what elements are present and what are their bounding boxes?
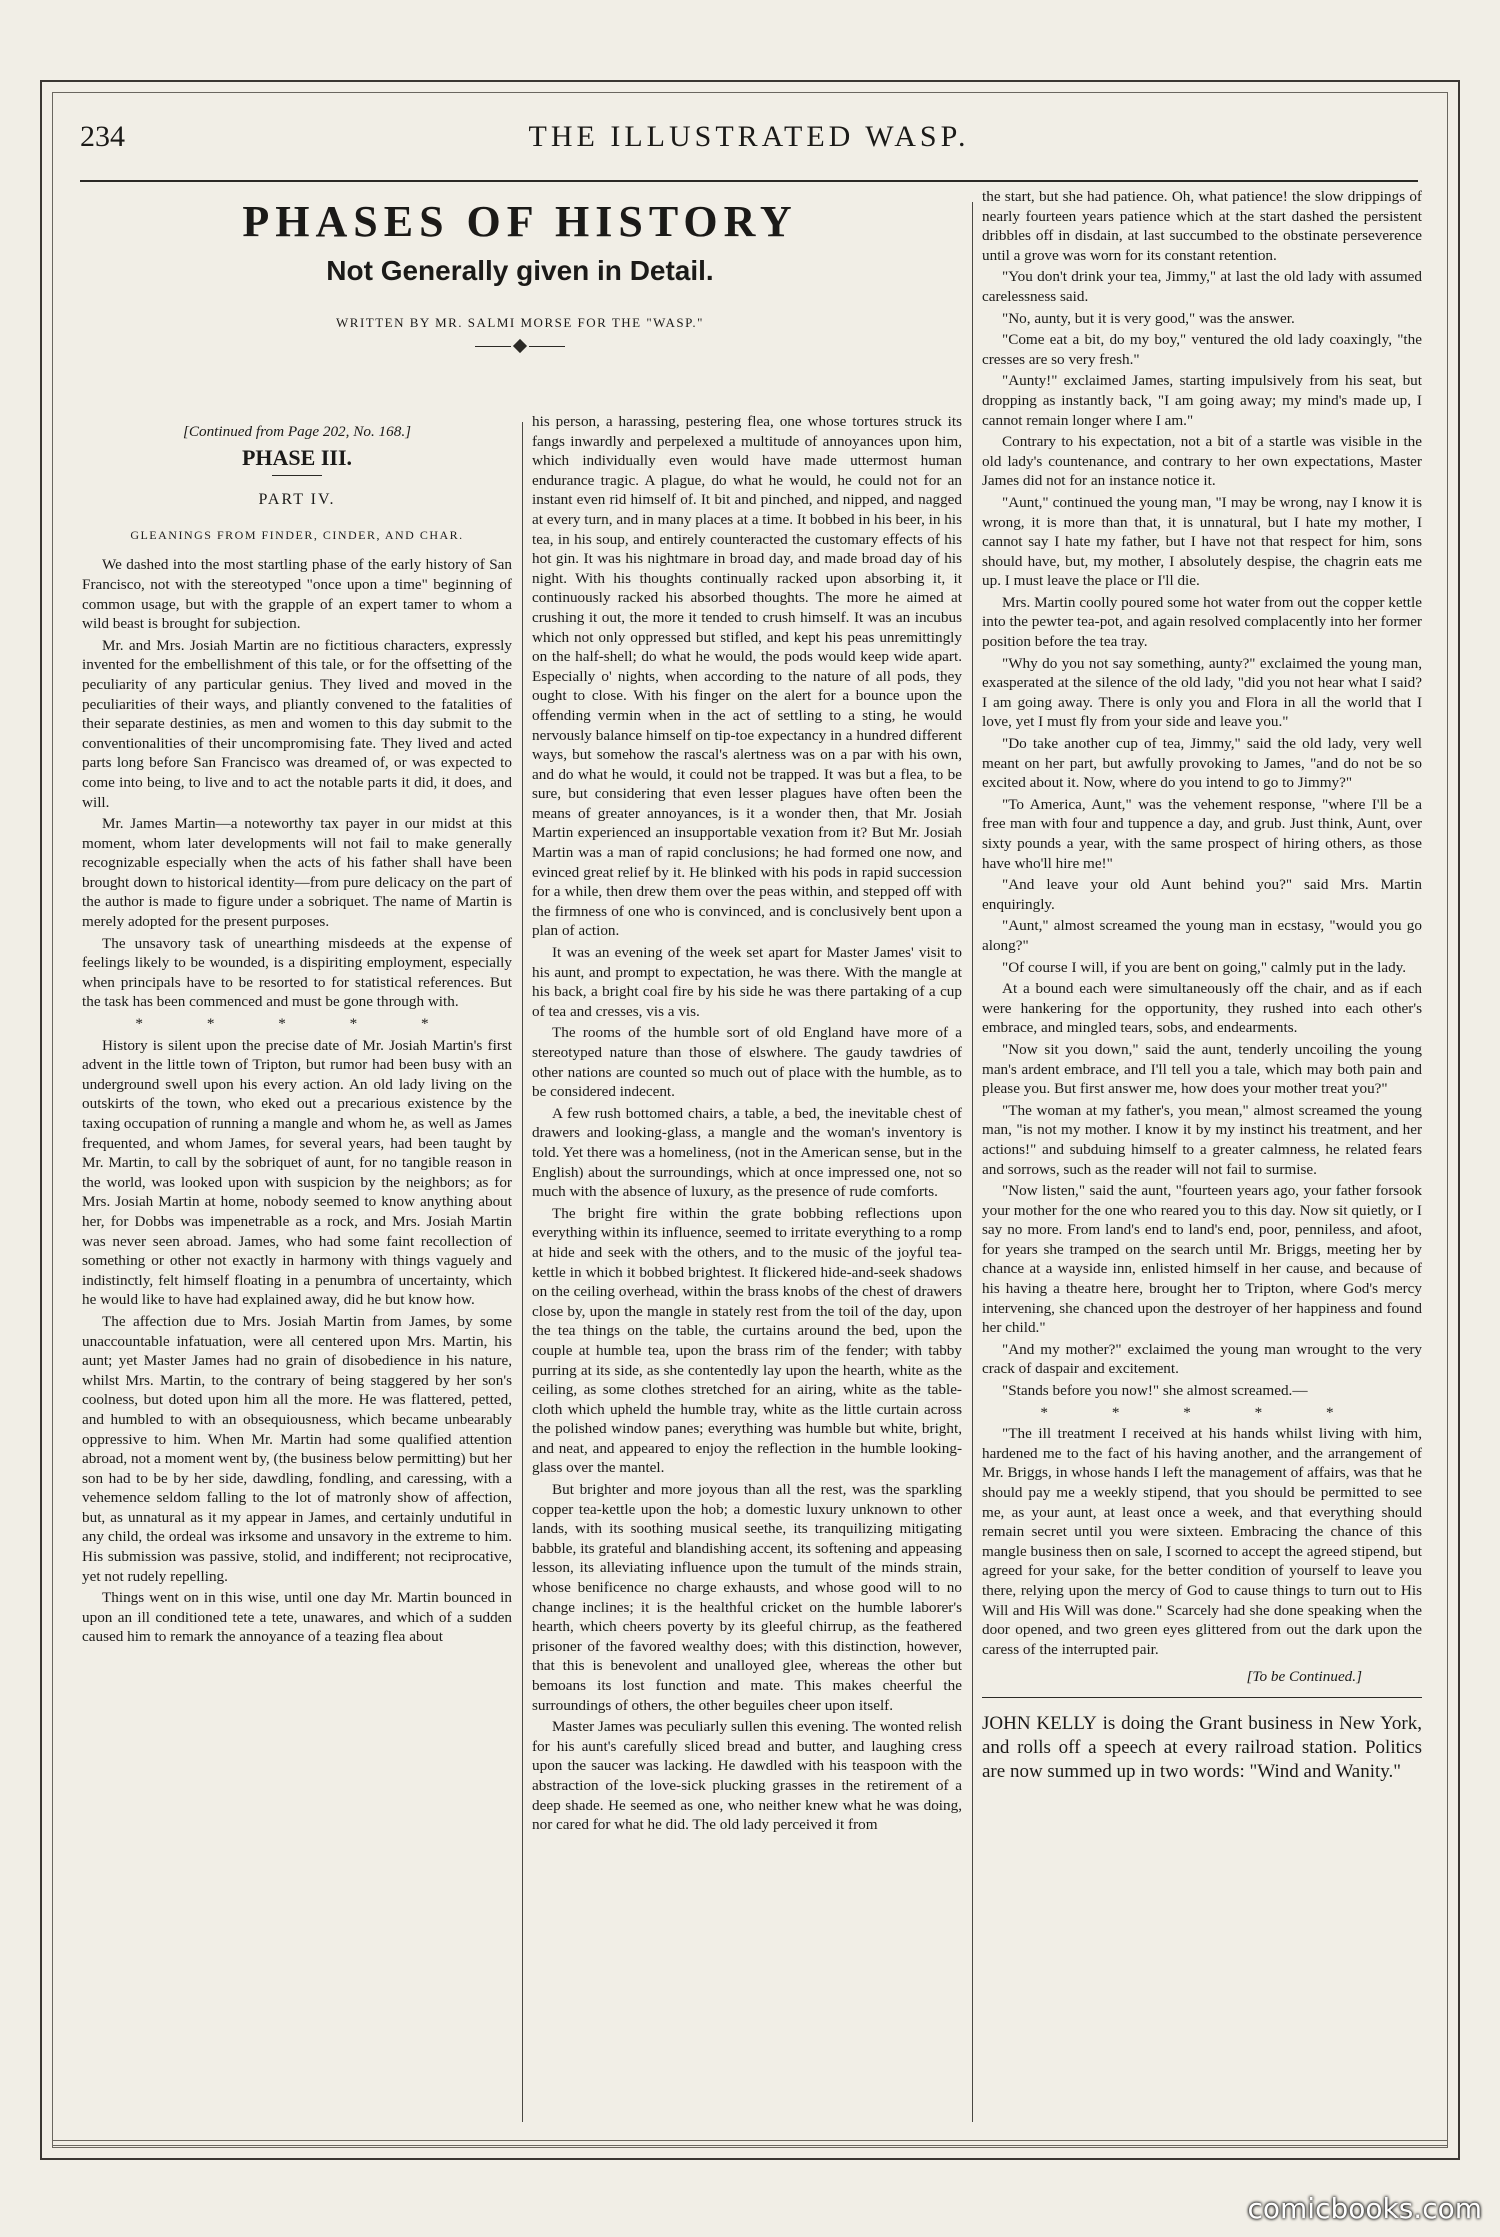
paragraph: "And leave your old Aunt behind you?" said Mrs. Martin enquiringly.	[982, 876, 1422, 913]
paragraph: "You don't drink your tea, Jimmy," at last the old lady with assumed carelessness said.	[982, 268, 1422, 305]
article-end-rule	[982, 1697, 1422, 1698]
paragraph: It was an evening of the week set apart for Master James' visit to his aunt, and prompt to expectation, he was there. With the mangle at his back, a bright coal fire by his side he was there partaking of a cup of tea and cresses, vis a vis.	[532, 944, 962, 1020]
continued-note: [Continued from Page 202, No. 168.]	[182, 423, 412, 440]
page-number: 234	[80, 120, 125, 153]
paragraph: "Aunt," almost screamed the young man in ecstasy, "would you go along?"	[982, 917, 1422, 954]
site-watermark: comicbooks.com	[1247, 2192, 1482, 2225]
paragraph: At a bound each were simultaneously off the chair, and as if each were hankering for the opportunity, they rushed into each other's embrace, and mingled tears, sobs, and endearments.	[982, 980, 1422, 1037]
paragraph: The affection due to Mrs. Josiah Martin from James, by some unaccountable infatuation, were all centered upon Mrs. Martin, his aunt; yet Master James had no grain of disobedience in his nature, whilst Mrs. Martin, to the contrary of being staggered by her son's coolness, but doted upon him all the more. He was flattered, petted, and humbled to with an obsequiousness, which became unbearably oppressive to him. When Mr. Martin had some qualified attention abroad, not a moment went by, (the business below permitting) but her son had to be by her side, dawdling, fondling, and caressing, with a vehemence seldom falling to the lot of matronly show of affection, but, as unnatural as it my appear in James, and certainly undutiful in any child, the ordeal was irksome and unsavory in the extreme to him. His submission was passive, stolid, and indifferent; not reciprocative, yet not rudely repelling.	[82, 1312, 512, 1585]
article-column-1	[82, 412, 512, 2132]
paragraph: "Do take another cup of tea, Jimmy," said the old lady, very well meant on her part, but awfully provoking to James, "and do not be so excited about it. Now, where do you intend to go to Jimmy?"	[982, 735, 1422, 792]
article-column-2	[532, 412, 962, 2132]
paragraph: "To America, Aunt," was the vehement response, "where I'll be a free man with four and tuppence a day, and grub. Just think, Aunt, over sixty pounds a year, with the same prospect of hiring others, as those have who'll hire me!"	[982, 795, 1422, 872]
kelly-notice	[982, 1712, 1422, 1784]
paragraph: "Why do you not say something, aunty?" exclaimed the young man, exasperated at the silence of the old lady, "did you not hear what I said? I am going away. There is only you and Flora in all the world that I love, yet I must fly from your side and leave you."	[982, 654, 1422, 731]
paragraph: Contrary to his expectation, not a bit of a startle was visible in the old lady's countenance, and contrary to her own expectations, Master James did not for an instance notice it.	[982, 433, 1422, 490]
paragraph: "No, aunty, but it is very good," was the answer.	[1002, 309, 1295, 327]
section-heading: GLEANINGS FROM FINDER, CINDER, AND CHAR.	[130, 527, 464, 542]
paragraph: "Aunt," continued the young man, "I may be wrong, nay I know it is wrong, it is more than that, it is unnatural, but I hate my mother, I cannot say I hate my father, but I have not that respect for him, sons should have, but, my mother, I absolutely despise, the chagrin eats me up. I must leave the place or I'll die.	[982, 493, 1422, 590]
paragraph: A few rush bottomed chairs, a table, a bed, the inevitable chest of drawers and looking-glass, a mangle and the woman's inventory is told. Yet there was a homeliness, (not in the American sense, but in the English) about the surroundings, which at once impressed one, not so much with the absence of luxury, as the presence of rude comforts.	[532, 1104, 962, 1201]
ornament-divider	[475, 341, 565, 353]
paragraph: Things went on in this wise, until one day Mr. Martin bounced in upon an ill conditioned tete a tete, unawares, and which of a sudden caused him to remark the annoyance of a teazing flea about	[82, 1589, 512, 1646]
phase-heading: PHASE III.	[241, 444, 353, 470]
paragraph: "Stands before you now!" she almost screamed.—	[1002, 1382, 1308, 1400]
paragraph: History is silent upon the precise date of Mr. Josiah Martin's first advent in the little town of Tripton, but rumor had been busy with an underground swell upon his every action. An old lady living on the outskirts of the town, who eked out a precarious existence by the taxing occupation of running a mangle and whom he, as well as James frequented, and whom James, for several years, had been taught by Mr. Martin, to call by the sobriquet of aunt, for no tangible reason in the world, was looked upon with suspicion by the neighbors; as for Mrs. Josiah Martin at home, nobody seemed to know anything about her, for Dobbs was impenetrable as a rock, and Mrs. Josiah Martin was never seen abroad. James, who had some faint recollection of something or other not exactly in harmony with things vaguely and indistinctly, felt himself floating in a penumbra of uncertainty, which he would like to have had explained away, did he but know how.	[82, 1036, 512, 1309]
masthead: THE ILLUSTRATED WASP.	[528, 120, 970, 153]
paragraph: We dashed into the most startling phase of the early history of San Francisco, not with the stereotyped "once upon a time" beginning of common usage, but with the grapple of an expert tamer to whom a wild beast is brought for subjection.	[82, 556, 512, 633]
paragraph: The bright fire within the grate bobbing reflections upon everything within its influence, seemed to irritate everything to a romp at hide and seek with the others, and to the music of the joyful tea-kettle in which it bobbed brightest. It flickered hide-and-seek shadows on the ceiling overhead, within the brass knobs of the chest of drawers close by, upon the mangle in stately rest from the toil of the day, upon the tea things on the table, the curtains around the bed, upon the couple at humble tea, upon the brass rim of the fender; with tabby purring at its side, as she contentedly lay upon the hearth, white as the ceiling, as some clothes stretched for an airing, white as the table-cloth which upheld the humble tray, white as the little curtain across the polished window panes; everything was humble but white, bright, and neat, and appeared to enjoy the reflection in the humble looking-glass over the mantel.	[532, 1204, 962, 1477]
header-rule	[80, 180, 1418, 182]
paragraph: his person, a harassing, pestering flea, one whose tortures struck its fangs inwardly and perpelexed a multitude of annoyances upon him, which individually even would have made uttermost human endurance tragic. A plague, do what he would, he could not for an instant even rid himself of. It bit and pinched, and nipped, and nagged at every turn, and in many places at a time. It bobbed in his beer, in his tea, in his soup, and entirely counteracted the customary effects of his hot gin. It was his nightmare in broad day, and made broad day of his night. With his thoughts continually racked upon absorbing it, it continuously racked his absorbed thoughts. The more he aimed at crushing it out, the more it tended to crush himself. It was an incubus which not only oppressed but stifled, and kept his peas unremittingly on the half-shell; do what he would, the pods would keep wide apart. Especially o' nights, when according to the nature of all pods, they ought to close. With his finger on the alert for a bounce upon the offending vermin when in the act of settling to a sting, he would nervously balance himself on tip-toe expectancy in a hundred different ways, but somehow the rascal's alertness was on a par with his own, and do what he would, it could not be trapped. It was but a flea, to be sure, but considering that even lesser plagues have often been the means of greater annoyances, is it a wonder then, that Mr. Josiah Martin experienced an insupportable vexation from it? But Mr. Josiah Martin was a man of rapid conclusions; he had formed one now, and evinced great relief by it. He blinked with his pods in rapid succession for a while, then drew them over the peas within, and stepped off with the firmness of one who is convinced, and is conclusively bent upon a plan of action.	[532, 413, 962, 940]
article-byline: WRITTEN BY MR. SALMI MORSE FOR THE "WASP."	[336, 315, 704, 330]
paragraph: Mr. James Martin—a noteworthy tax payer in our midst at this moment, whom later developments will not fail to make generally recognizable especially when the acts of his father shall have been brought down to historical identity—from pure delicacy on the part of the author is made to figure under a sobriquet. The name of Martin is merely adopted for the present purposes.	[82, 815, 512, 931]
paragraph: "Of course I will, if you are bent on going," calmly put in the lady.	[1002, 958, 1407, 976]
column-divider	[522, 422, 523, 2122]
part-heading: PART IV.	[258, 491, 336, 509]
paragraph: "The ill treatment I received at his hands whilst living with him, hardened me to the fact of his having another, and the arrangement of Mr. Briggs, in whose hands I left the management of affairs, was that he should pay me a weekly stipend, that you should be permitted to see me, as your aunt, at least once a week, and that everything should remain secret until you were sixteen. Embracing the chance of this mangle business then on sale, I scorned to accept the agreed stipend, but agreed for your sake, for the better condition of yourself to leave you there, relying upon the mercy of God to cause things to turn out to His Will and His Will was done." Scarcely had she done speaking when the door opened, and two green eyes glittered from out the dark upon the caress of the interrupted pair.	[982, 1425, 1422, 1658]
article-title: PHASES OF HISTORY	[242, 197, 798, 246]
section-break-stars: * * * * *	[135, 1015, 459, 1033]
article-title-block	[80, 192, 960, 353]
paragraph: the start, but she had patience. Oh, what patience! the slow drippings of nearly fourteen years patience which at the start dashed the persistent dribbles off in disdain, at last succumbed to the obstinate perseverence until a grove was worn for its constant retention.	[982, 188, 1422, 264]
paragraph: Mr. and Mrs. Josiah Martin are no fictitious characters, expressly invented for the embellishment of this tale, or for the offsetting of the peculiarity of any particular genius. They lived and moved in the peculiarities of their ways, and pliantly convened to the fatalities of their separate destinies, as men and women to this day submit to the conventionalities of their uncompromising fate. They lived and acted parts long before San Francisco was dreamed of, or was expected to come into being, to live and to act the notable parts it did, it does, and will.	[82, 636, 512, 811]
paragraph: "Aunty!" exclaimed James, starting impulsively from his seat, but dropping as instantly back, "I am going away; my mind's made up, I cannot remain longer where I am."	[982, 372, 1422, 429]
newspaper-page	[40, 80, 1460, 2160]
paragraph: The unsavory task of unearthing misdeeds at the expense of feelings likely to be wounded, is a dispiriting employment, especially when principals have to be resorted to for statistical references. But the task has been commenced and must be gone through with.	[82, 934, 512, 1011]
to-be-continued: [To be Continued.]	[1246, 1668, 1362, 1686]
paragraph: "Come eat a bit, do my boy," ventured the old lady coaxingly, "the cresses are so very fresh."	[982, 331, 1422, 368]
paragraph: Mrs. Martin coolly poured some hot water from out the copper kettle into the pewter tea-pot, and again resolved complacently into her former position before the tea tray.	[982, 593, 1422, 651]
paragraph: But brighter and more joyous than all the rest, was the sparkling copper tea-kettle upon the hob; a domestic luxury unknown to other lands, with its soothing musical seethe, its tranquilizing mitigating babble, its grateful and blandishing accent, its softening and appeasing lesson, its alleviating influence upon the tumult of the minds strain, whose benificence no charge exhausts, and whose good will to no change inclines; it is the healthful cricket on the humble laborer's hearth, which cheers poverty by its gleeful chirrup, as the feathered prisoner of the favored wealthy does; with this distinction, however, that this is benevolent and unalloyed glee, whereas the other but bemoans its lost function and mate. This makes cheerful the surroundings of others, the other beguiles cheer upon itself.	[532, 1481, 962, 1714]
column-divider	[972, 202, 973, 2122]
phase-rule	[272, 475, 322, 476]
section-break-stars: * * * * *	[1040, 1403, 1364, 1421]
notice-text: is doing the Grant business in New York, and rolls off a speech at every railroad station. Politics are now summed up in two words: "Wind and Wanity."	[982, 1712, 1422, 1782]
article-column-3	[982, 187, 1422, 2132]
page-header	[80, 120, 1418, 180]
notice-lead: JOHN KELLY	[982, 1712, 1097, 1734]
paragraph: "And my mother?" exclaimed the young man wrought to the very crack of daspair and excitement.	[982, 1340, 1422, 1378]
footer-rule	[52, 2145, 1448, 2146]
paragraph: The rooms of the humble sort of old England have more of a stereotyped nature than those of elswhere. The gaudy tawdries of other nations are counted so much out of place with the humble, as to be considered indecent.	[532, 1024, 962, 1101]
paragraph: "The woman at my father's, you mean," almost screamed the young man, "is not my mother. I know it by my instinct his treatment, and her actions!" and subduing himself to a greater calmness, he related fears and sorrows, such as the reader will not fail to surmise.	[982, 1101, 1422, 1178]
article-subtitle: Not Generally given in Detail.	[326, 255, 714, 286]
paragraph: Master James was peculiarly sullen this evening. The wonted relish for his aunt's carefully sliced bread and butter, and laughing cress upon the saucer was lacking. He dawdled with his teaspoon with the abstraction of the love-sick plucking grasses in the retirement of a deep shade. He seemed as one, who neither knew what he was doing, nor cared for what he did. The old lady perceived it from	[532, 1718, 962, 1834]
paragraph: "Now sit you down," said the aunt, tenderly uncoiling the young man's ardent embrace, and I'll tell you a tale, which may both pain and please you. But first answer me, how does your mother treat you?"	[982, 1040, 1422, 1098]
paragraph: "Now listen," said the aunt, "fourteen years ago, your father forsook your mother for the one who reared you to this day. Now sit quietly, or I say no more. From land's end to land's end, poor, penniless, and afoot, for years she tramped on the search until Mr. Briggs, meeting her by chance at a wayside inn, enlisted himself in her cause, and because of his having a theatre here, brought her to Tripton, where God's mercy intervening, she chanced upon the destroyer of her happiness and found her child."	[982, 1182, 1422, 1337]
footer-rule	[52, 2140, 1448, 2141]
